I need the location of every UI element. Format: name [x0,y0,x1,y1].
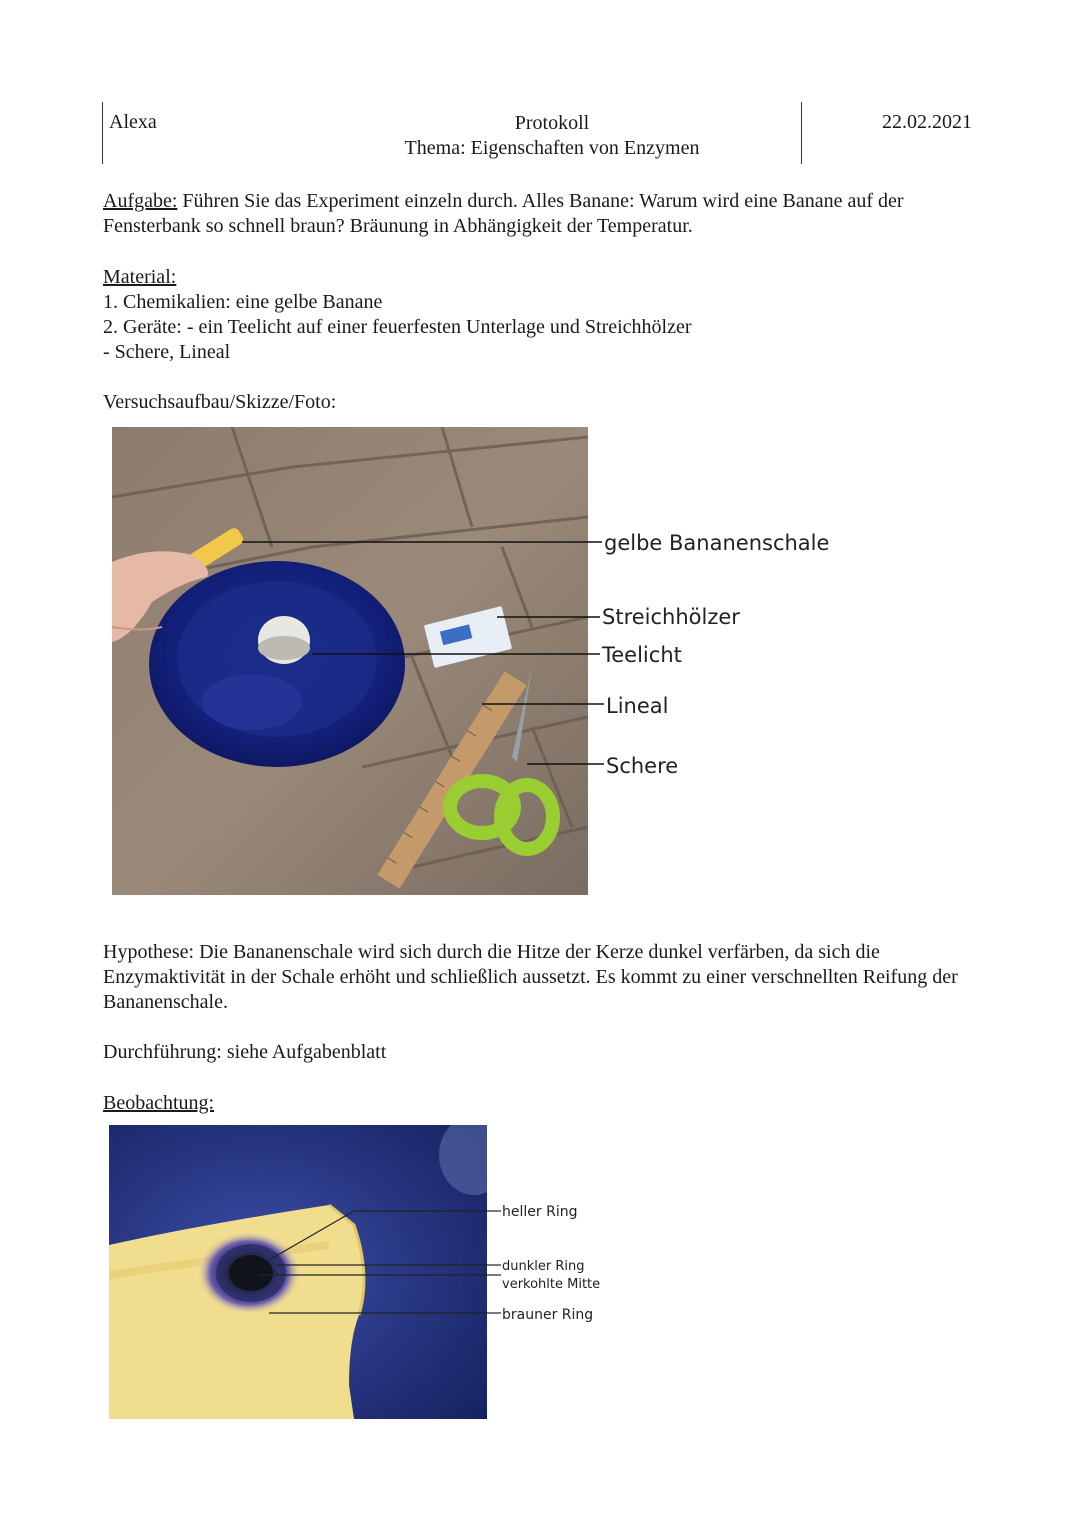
beobachtung-label: Beobachtung: [103,1092,215,1114]
setup-photo-illustration [112,427,588,895]
versuchsaufbau-label: Versuchsaufbau/Skizze/Foto: [103,391,337,413]
label-streichhoelzer: Streichhölzer [602,605,740,629]
label-brauner-ring: brauner Ring [502,1307,594,1323]
aufgabe-label: Aufgabe: [103,190,178,212]
durchfuehrung-paragraph: Durchführung: siehe Aufgabenblatt [103,1041,387,1063]
material-line-1: 1. Chemikalien: eine gelbe Banane [103,291,383,313]
material-label: Material: [103,266,177,288]
aufgabe-text: Führen Sie das Experiment einzeln durch. Alles Banane: Warum wird eine Banane auf der Fensterbank so schnell braun? Bräunung in Abhängigkeit der Temperatur. [103,190,904,237]
label-verkohlte-mitte: verkohlte Mitte [502,1277,601,1292]
observation-photo-illustration [109,1125,487,1419]
aufgabe-paragraph [103,189,983,239]
hypothese-paragraph: Hypothese: Die Bananenschale wird sich durch die Hitze der Kerze dunkel verfärben, da sich die Enzymaktivität in der Schale erhöht und schließlich aussetzt. Es kommt zu einer verschnellten Reifung der Bananenschale. [103,941,958,1013]
setup-photo [112,427,588,895]
document-title: Protokoll [514,112,590,134]
material-line-2: 2. Geräte: - ein Teelicht auf einer feuerfesten Unterlage und Streichhölzer [103,316,692,338]
label-dunkler-ring: dunkler Ring [502,1259,585,1274]
document-topic: Thema: Eigenschaften von Enzymen [404,137,700,159]
header-divider-left [102,102,103,164]
observation-annotations [487,1195,637,1345]
observation-photo [109,1125,487,1419]
label-lineal: Lineal [606,694,669,718]
material-line-3: - Schere, Lineal [103,341,231,363]
author-name: Alexa [109,111,157,133]
setup-annotations [588,520,848,795]
label-heller-ring: heller Ring [502,1204,578,1220]
header-divider-right [801,102,802,164]
label-gelbe-bananenschale: gelbe Bananenschale [604,531,830,555]
document-date: 22.02.2021 [882,111,972,133]
label-schere: Schere [606,754,679,778]
label-teelicht: Teelicht [602,643,682,667]
document-title-block [392,111,712,161]
material-section [103,265,983,365]
document-header [102,102,980,164]
